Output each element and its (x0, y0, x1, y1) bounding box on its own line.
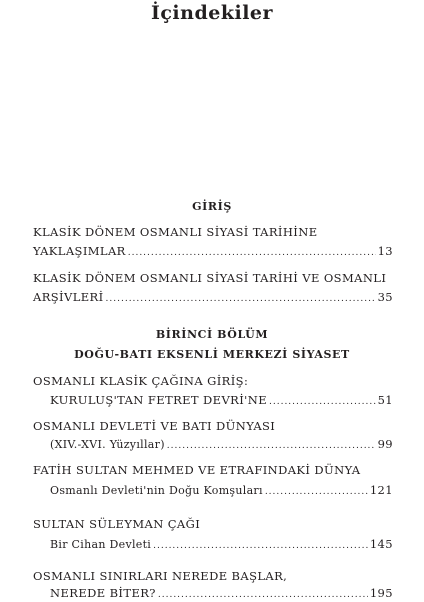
part-heading: BİRİNCİ BÖLÜM (155, 328, 269, 341)
dot-leader (128, 246, 376, 260)
section-heading-intro: GİRİŞ (192, 200, 232, 213)
page-title: İçindekiler (150, 2, 274, 24)
dot-leader (269, 395, 376, 409)
page-number: 51 (377, 393, 393, 407)
toc-entry-title: FATİH SULTAN MEHMED VE ETRAFINDAKİ DÜNYA (33, 463, 361, 477)
toc-entry-title: KLASİK DÖNEM OSMANLI SİYASİ TARİHİ VE OSMANLI (33, 271, 387, 285)
page-number: 121 (369, 483, 393, 497)
part-subheading: DOĞU-BATI EKSENLİ MERKEZİ SİYASET (74, 348, 350, 361)
dot-leader (265, 485, 368, 499)
toc-entry-title: OSMANLI DEVLETİ VE BATI DÜNYASI (33, 419, 276, 433)
page-number: 145 (369, 537, 393, 551)
toc-entry-title: SULTAN SÜLEYMAN ÇAĞI (33, 517, 201, 531)
toc-entry-line (33, 244, 393, 260)
page-number: 195 (369, 586, 393, 600)
toc-entry-title: KLASİK DÖNEM OSMANLI SİYASİ TARİHİNE (33, 225, 318, 239)
toc-entry-line (50, 437, 393, 453)
toc-entry-subtitle: Osmanlı Devleti'nin Doğu Komşuları (50, 484, 263, 497)
toc-entry-line (50, 393, 393, 409)
toc-entry-line (50, 537, 393, 553)
page-number: 35 (377, 290, 393, 304)
toc-entry-subtitle: Bir Cihan Devleti (50, 538, 152, 551)
toc-entry-line (50, 483, 393, 499)
dot-leader (153, 539, 368, 553)
page-number: 99 (377, 437, 393, 451)
toc-entry-line (33, 290, 393, 306)
page-number: 13 (377, 244, 393, 258)
toc-entry-subtitle: NEREDE BİTER? (50, 586, 156, 600)
toc-entry-subtitle: (XIV.-XVI. Yüzyıllar) (50, 438, 165, 451)
dot-leader (167, 439, 376, 453)
toc-entry-title: OSMANLI SINIRLARI NEREDE BAŞLAR, (33, 569, 288, 583)
dot-leader (106, 292, 376, 306)
toc-entry-title: OSMANLI KLASİK ÇAĞINA GİRİŞ: (33, 374, 249, 388)
toc-entry-subtitle: ARŞİVLERİ (33, 290, 104, 304)
toc-entry-subtitle: KURULUŞ'TAN FETRET DEVRİ'NE (50, 393, 267, 407)
toc-entry-subtitle: YAKLAŞIMLAR (33, 244, 126, 258)
